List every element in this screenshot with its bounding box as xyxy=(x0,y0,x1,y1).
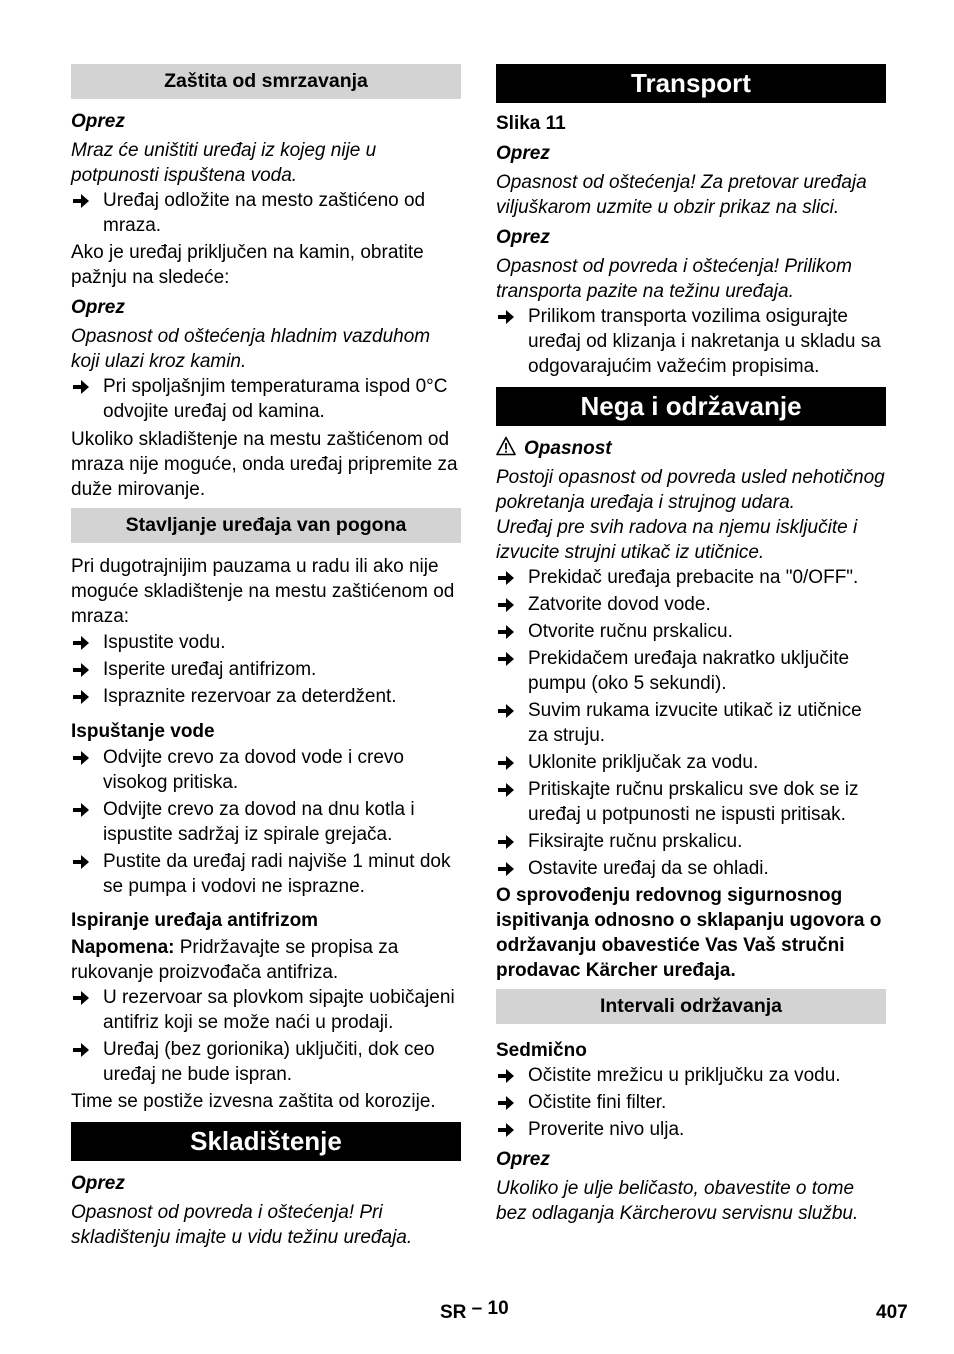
caution-label: Oprez xyxy=(71,111,125,132)
list-item: Proverite nivo ulja. xyxy=(496,1117,886,1142)
list-item: Očistite mrežicu u priključku za vodu. xyxy=(496,1063,886,1088)
list-item: Prekidačem uređaja nakratko uključite pumpu (oko 5 sekundi). xyxy=(496,646,886,696)
section-heading-care: Nega i održavanje xyxy=(496,387,886,426)
note-paragraph: Napomena: Pridržavajte se propisa za rukovanje proizvođača antifriza. xyxy=(71,937,399,983)
left-column xyxy=(71,64,461,1250)
arrow-right-icon xyxy=(71,630,91,655)
paragraph: Ako je uređaj priključen na kamin, obratite pažnju na sledeće: xyxy=(71,242,424,288)
caution-label: Oprez xyxy=(496,227,550,248)
arrow-right-icon xyxy=(496,565,516,590)
caution-text: Ukoliko je ulje beličasto, obavestite o tome bez odlaganja Kärcherovu servisnu službu. xyxy=(496,1178,859,1224)
arrow-right-icon xyxy=(496,829,516,854)
arrow-right-icon xyxy=(496,777,516,802)
arrow-right-icon xyxy=(71,849,91,874)
right-column xyxy=(496,64,886,1226)
list-item: Odvijte crevo za dovod na dnu kotla i ispustite sadržaj iz spirale grejača. xyxy=(71,797,461,847)
list-item: Prilikom transporta vozilima osigurajte uređaj od klizanja i nakretanja u skladu sa odgovarajućim važećim propisima. xyxy=(496,304,886,379)
caution-text: Opasnost od oštećenja! Za pretovar uređaja viljuškarom uzmite u obzir prikaz na slici. xyxy=(496,172,867,218)
arrow-right-icon xyxy=(496,1090,516,1115)
arrow-right-icon xyxy=(71,745,91,770)
list-item: Suvim rukama izvucite utikač iz utičnice za struju. xyxy=(496,698,886,748)
list-item: Otvorite ručnu prskalicu. xyxy=(496,619,886,644)
list-item: Pritiskajte ručnu prskalicu sve dok se iz uređaj u potpunosti ne ispusti pritisak. xyxy=(496,777,886,827)
section-heading-frost: Zaštita od smrzavanja xyxy=(71,64,461,99)
list-item: Fiksirajte ručnu prskalicu. xyxy=(496,829,886,854)
arrow-right-icon xyxy=(496,646,516,671)
section-heading-transport: Transport xyxy=(496,64,886,103)
arrow-right-icon xyxy=(71,797,91,822)
page-number: 407 xyxy=(876,1302,908,1323)
list-item: Očistite fini filter. xyxy=(496,1090,886,1115)
danger-text: Postoji opasnost od povreda usled nehotičnog pokretanja uređaja i strujnog udara. xyxy=(496,467,885,513)
list-item: Isperite uređaj antifrizom. xyxy=(71,657,461,682)
list-item: Ispraznite rezervoar za deterdžent. xyxy=(71,684,461,709)
paragraph: Time se postiže izvesna zaštita od korozije. xyxy=(71,1091,436,1112)
caution-label: Oprez xyxy=(71,297,125,318)
arrow-right-icon xyxy=(71,1037,91,1062)
list-item: Odvijte crevo za dovod vode i crevo visokog pritiska. xyxy=(71,745,461,795)
list-item: Uklonite priključak za vodu. xyxy=(496,750,886,775)
bold-info-paragraph: O sprovođenju redovnog sigurnosnog ispitivanja odnosno o sklapanju ugovora o održavanju obavestiće Vas Vaš stručni prodavac Kärcher uređaja. xyxy=(496,885,882,981)
arrow-right-icon xyxy=(496,1063,516,1088)
section-heading-intervals: Intervali održavanja xyxy=(496,989,886,1024)
subheading: Ispiranje uređaja antifrizom xyxy=(71,910,319,931)
subheading: Ispuštanje vode xyxy=(71,721,215,742)
caution-label: Oprez xyxy=(496,143,550,164)
caution-label: Oprez xyxy=(71,1173,125,1194)
caution-text: Opasnost od oštećenja hladnim vazduhom koji ulazi kroz kamin. xyxy=(71,326,431,372)
arrow-right-icon xyxy=(496,592,516,617)
subheading: Sedmično xyxy=(496,1040,587,1061)
arrow-right-icon xyxy=(496,1117,516,1142)
list-item: Uređaj (bez gorionika) uključiti, dok ceo uređaj ne bude ispran. xyxy=(71,1037,461,1087)
list-item: Pri spoljašnjim temperaturama ispod 0°C odvojite uređaj od kamina. xyxy=(71,374,461,424)
arrow-right-icon xyxy=(71,985,91,1010)
list-item: Ostavite uređaj da se ohladi. xyxy=(496,856,886,881)
warning-triangle-icon xyxy=(496,436,516,456)
arrow-right-icon xyxy=(496,750,516,775)
list-item: Prekidač uređaja prebacite na "0/OFF". xyxy=(496,565,886,590)
arrow-right-icon xyxy=(496,856,516,881)
subheading: Slika 11 xyxy=(496,113,566,134)
section-heading-storage: Skladištenje xyxy=(71,1122,461,1161)
arrow-right-icon xyxy=(71,374,91,399)
section-heading-stop: Stavljanje uređaja van pogona xyxy=(71,508,461,543)
danger-text: Uređaj pre svih radova na njemu isključite i izvucite strujni utikač iz utičnice. xyxy=(496,517,858,563)
list-item: U rezervoar sa plovkom sipajte uobičajeni antifriz koji se može naći u prodaji. xyxy=(71,985,461,1035)
arrow-right-icon xyxy=(496,698,516,723)
caution-label: Oprez xyxy=(496,1149,550,1170)
arrow-right-icon xyxy=(71,188,91,213)
arrow-right-icon xyxy=(71,684,91,709)
arrow-right-icon xyxy=(496,619,516,644)
list-item: Ispustite vodu. xyxy=(71,630,461,655)
list-item: Zatvorite dovod vode. xyxy=(496,592,886,617)
paragraph: Pri dugotrajnijim pauzama u radu ili ako nije moguće skladištenje na mestu zaštićenom od mraza: xyxy=(71,556,455,627)
paragraph: Ukoliko skladištenje na mestu zaštićenom od mraza nije moguće, onda uređaj pripremite za duže mirovanje. xyxy=(71,429,458,500)
caution-text: Opasnost od povreda i oštećenja! Prilikom transporta pazite na težinu uređaja. xyxy=(496,256,852,302)
arrow-right-icon xyxy=(71,657,91,682)
list-item: Pustite da uređaj radi najviše 1 minut dok se pumpa i vodovi ne isprazne. xyxy=(71,849,461,899)
page-footer-local: SR – 10 xyxy=(440,1298,509,1323)
caution-text: Mraz će uništiti uređaj iz kojeg nije u potpunosti ispuštena voda. xyxy=(71,140,377,186)
arrow-right-icon xyxy=(496,304,516,329)
danger-label: Opasnost xyxy=(496,436,886,461)
list-item: Uređaj odložite na mesto zaštićeno od mraza. xyxy=(71,188,461,238)
caution-text: Opasnost od povreda i oštećenja! Pri skladištenju imajte u vidu težinu uređaja. xyxy=(71,1202,413,1248)
